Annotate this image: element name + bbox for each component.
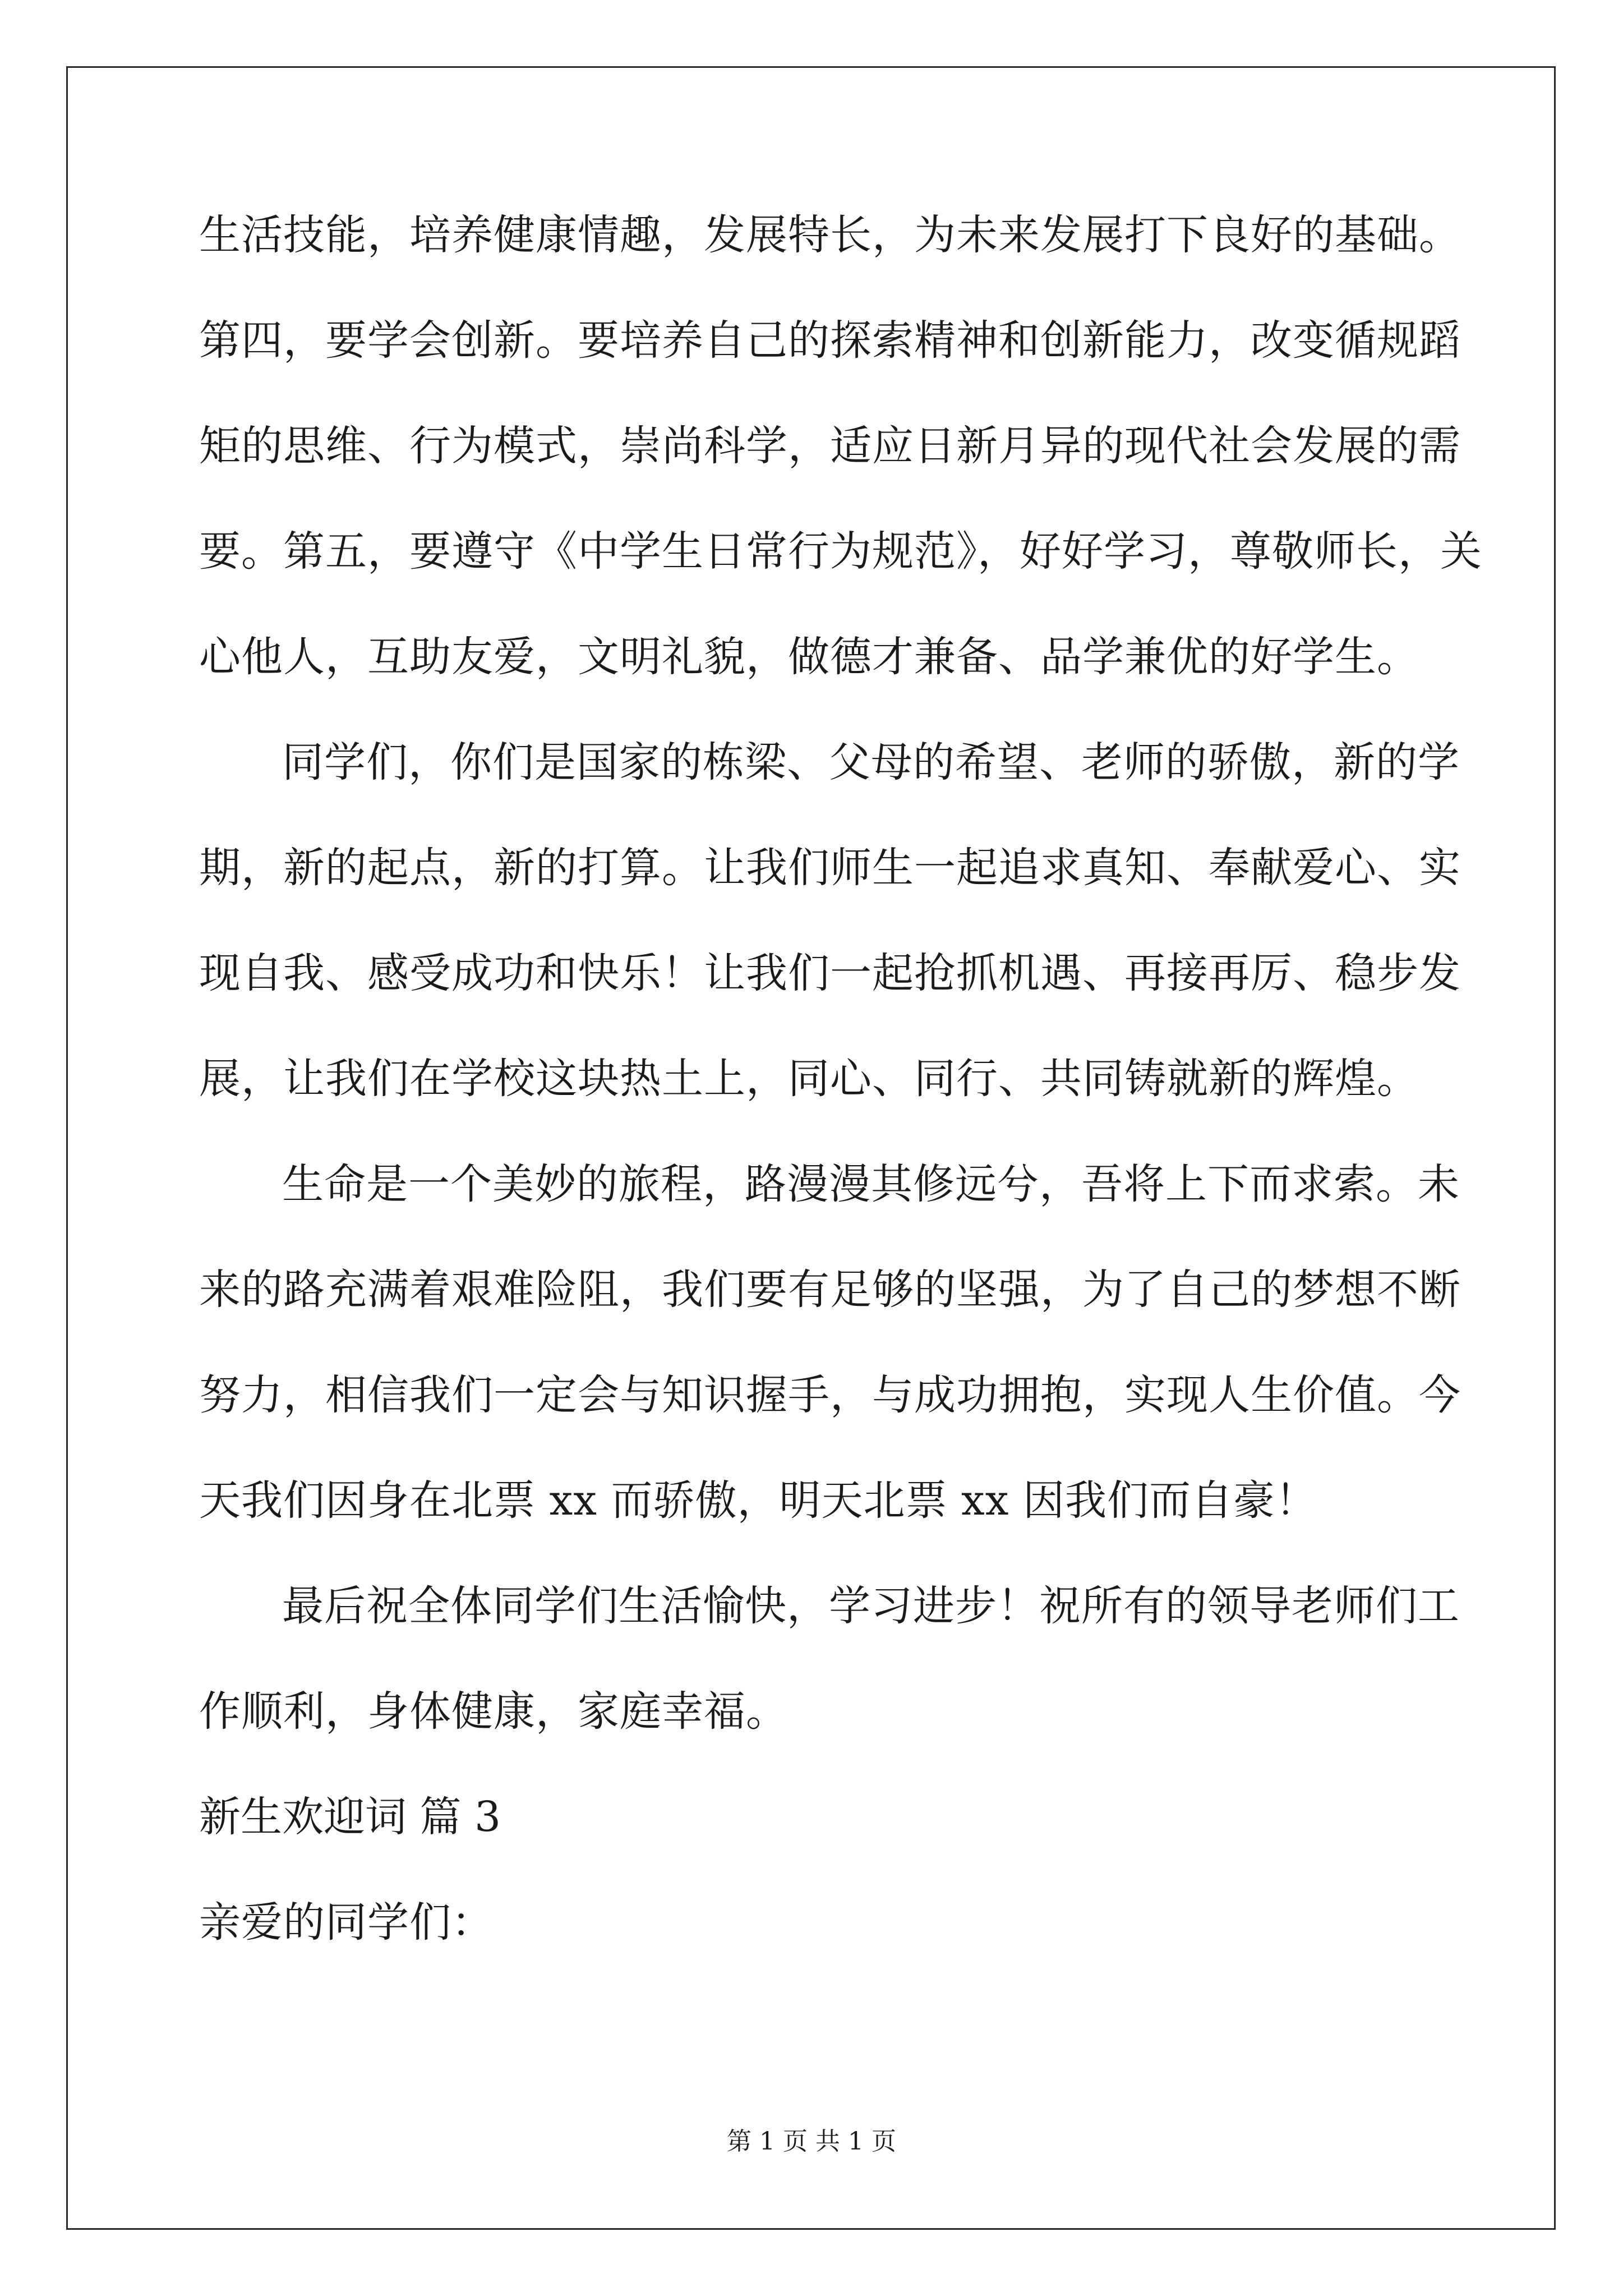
body-line-13: 天我们因身在北票 xx 而骄傲，明天北票 xx 因我们而自豪！ bbox=[199, 1476, 1318, 1525]
body-line-4: 要。第五，要遵守《中学生日常行为规范》，好好学习，尊敬师长，关 bbox=[199, 527, 1482, 576]
body-line-15: 作顺利，身体健康，家庭幸福。 bbox=[199, 1687, 788, 1736]
body-line-1: 生活技能，培养健康情趣，发展特长，为未来发展打下良好的基础。 bbox=[199, 211, 1461, 259]
body-line-6: 同学们，你们是国家的栋梁、父母的希望、老师的骄傲，新的学 bbox=[282, 738, 1460, 786]
body-line-12: 努力，相信我们一定会与知识握手，与成功拥抱，实现人生价值。今 bbox=[199, 1371, 1461, 1419]
page-number-footer: 第 1 页 共 1 页 bbox=[727, 2127, 896, 2156]
section-heading: 新生欢迎词 篇 3 bbox=[199, 1793, 501, 1841]
salutation-line: 亲爱的同学们： bbox=[199, 1898, 494, 1947]
body-line-3: 矩的思维、行为模式，崇尚科学，适应日新月异的现代社会发展的需 bbox=[199, 422, 1461, 470]
body-line-14: 最后祝全体同学们生活愉快，学习进步！祝所有的领导老师们工 bbox=[282, 1582, 1460, 1630]
document-body bbox=[199, 209, 1482, 2001]
body-line-5: 心他人，互助友爱，文明礼貌，做德才兼备、品学兼优的好学生。 bbox=[199, 633, 1419, 681]
body-line-10: 生命是一个美妙的旅程，路漫漫其修远兮，吾将上下而求索。未 bbox=[282, 1160, 1460, 1208]
body-line-9: 展，让我们在学校这块热土上，同心、同行、共同铸就新的辉煌。 bbox=[199, 1055, 1419, 1103]
body-line-2: 第四，要学会创新。要培养自己的探索精神和创新能力，改变循规蹈 bbox=[199, 316, 1461, 365]
body-line-8: 现自我、感受成功和快乐！让我们一起抢抓机遇、再接再厉、稳步发 bbox=[199, 949, 1461, 997]
body-line-7: 期，新的起点，新的打算。让我们师生一起追求真知、奉献爱心、实 bbox=[199, 844, 1461, 892]
body-line-11: 来的路充满着艰难险阻，我们要有足够的坚强，为了自己的梦想不断 bbox=[199, 1266, 1461, 1314]
